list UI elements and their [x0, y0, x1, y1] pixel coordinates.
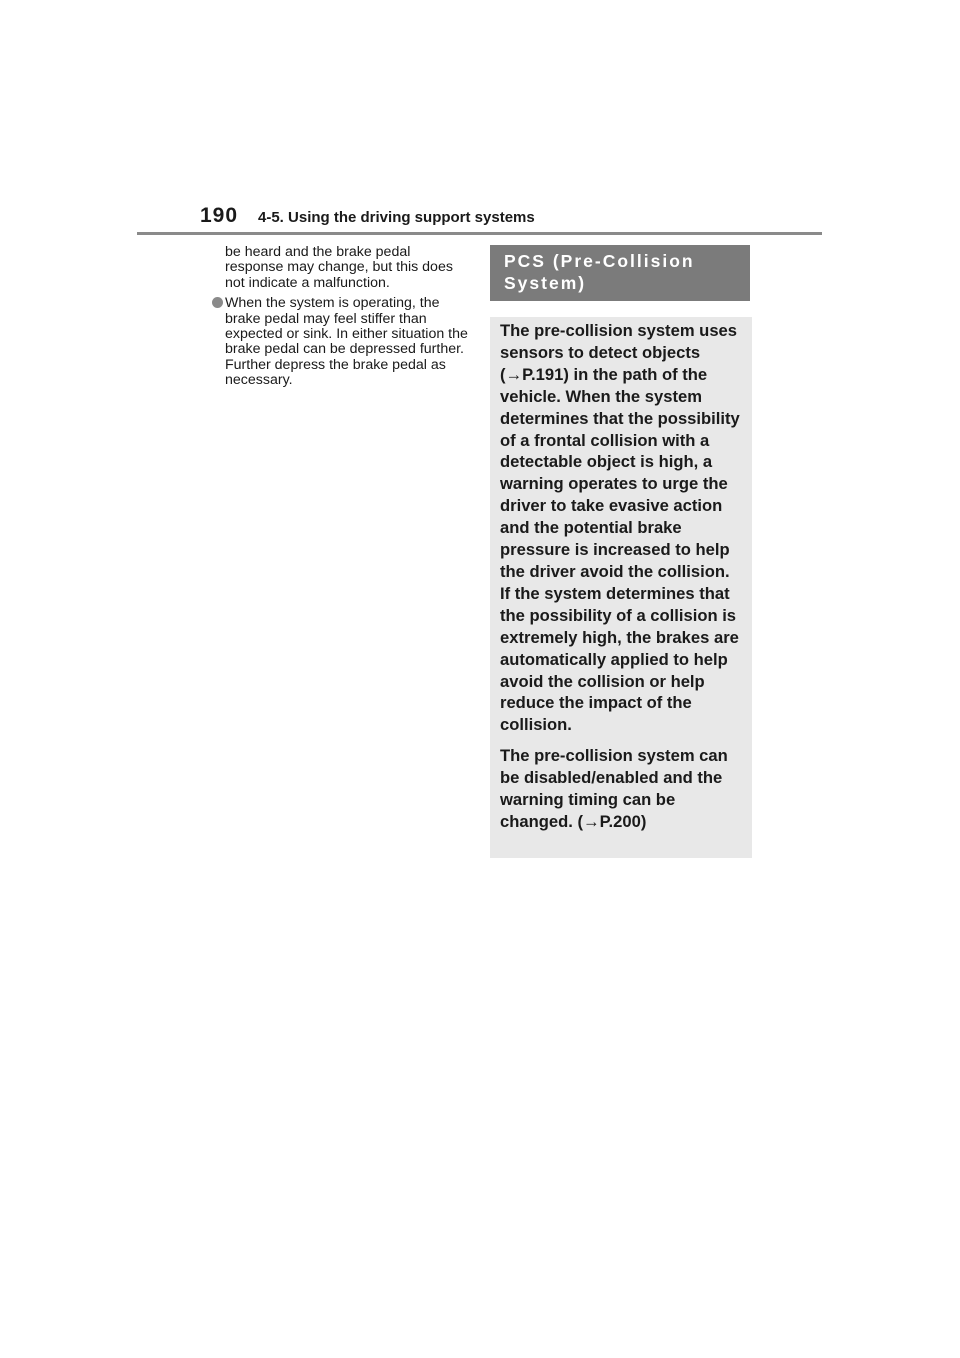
left-column: [212, 245, 472, 389]
arrow-right-icon: →: [582, 811, 600, 831]
pcs-intro-paragraph-2: [500, 745, 742, 833]
page-number: 190: [200, 204, 239, 227]
pcs-para2-text-b: ): [640, 811, 647, 831]
pcs-intro-box: [490, 317, 752, 858]
page-reference-link[interactable]: P.200: [599, 811, 641, 831]
bullet-item: [212, 296, 472, 388]
continuation-paragraph: be heard and the brake pedal response may change, but this does not indicate a malfunction.: [225, 244, 453, 291]
page-reference-link[interactable]: P.191: [522, 364, 564, 384]
pcs-para1-text-a: The pre-collision system uses sensors to detect objects (: [500, 321, 738, 384]
pcs-intro-paragraph-1: [500, 320, 742, 736]
arrow-right-icon: →: [505, 364, 523, 384]
pcs-para2-text-a: The pre-collision system can be disabled/enabled and the warning timing can be changed. (: [500, 746, 728, 831]
section-title: 4-5. Using the driving support systems: [258, 209, 535, 226]
pcs-section-heading: PCS (Pre-Collision System): [490, 245, 750, 301]
bullet-dot-icon: [212, 297, 223, 308]
pcs-para1-text-b: ) in the path of the vehicle. When the system determines that the possibility of a frontal collision with a detectable object is high, a warning operates to urge the driver to take evasive action and the potential brake pressure is increased to help the driver avoid the collision. If the system determines that the possibility of a collision is extremely high, the brakes are automatically applied to help avoid the collision or help reduce the impact of the collision.: [500, 364, 740, 735]
header-divider: [137, 232, 822, 235]
bullet-text: When the system is operating, the brake pedal may feel stiffer than expected or sink. In either situation the brake pedal can be depressed further. Further depress the brake pedal as necessary.: [225, 295, 468, 389]
